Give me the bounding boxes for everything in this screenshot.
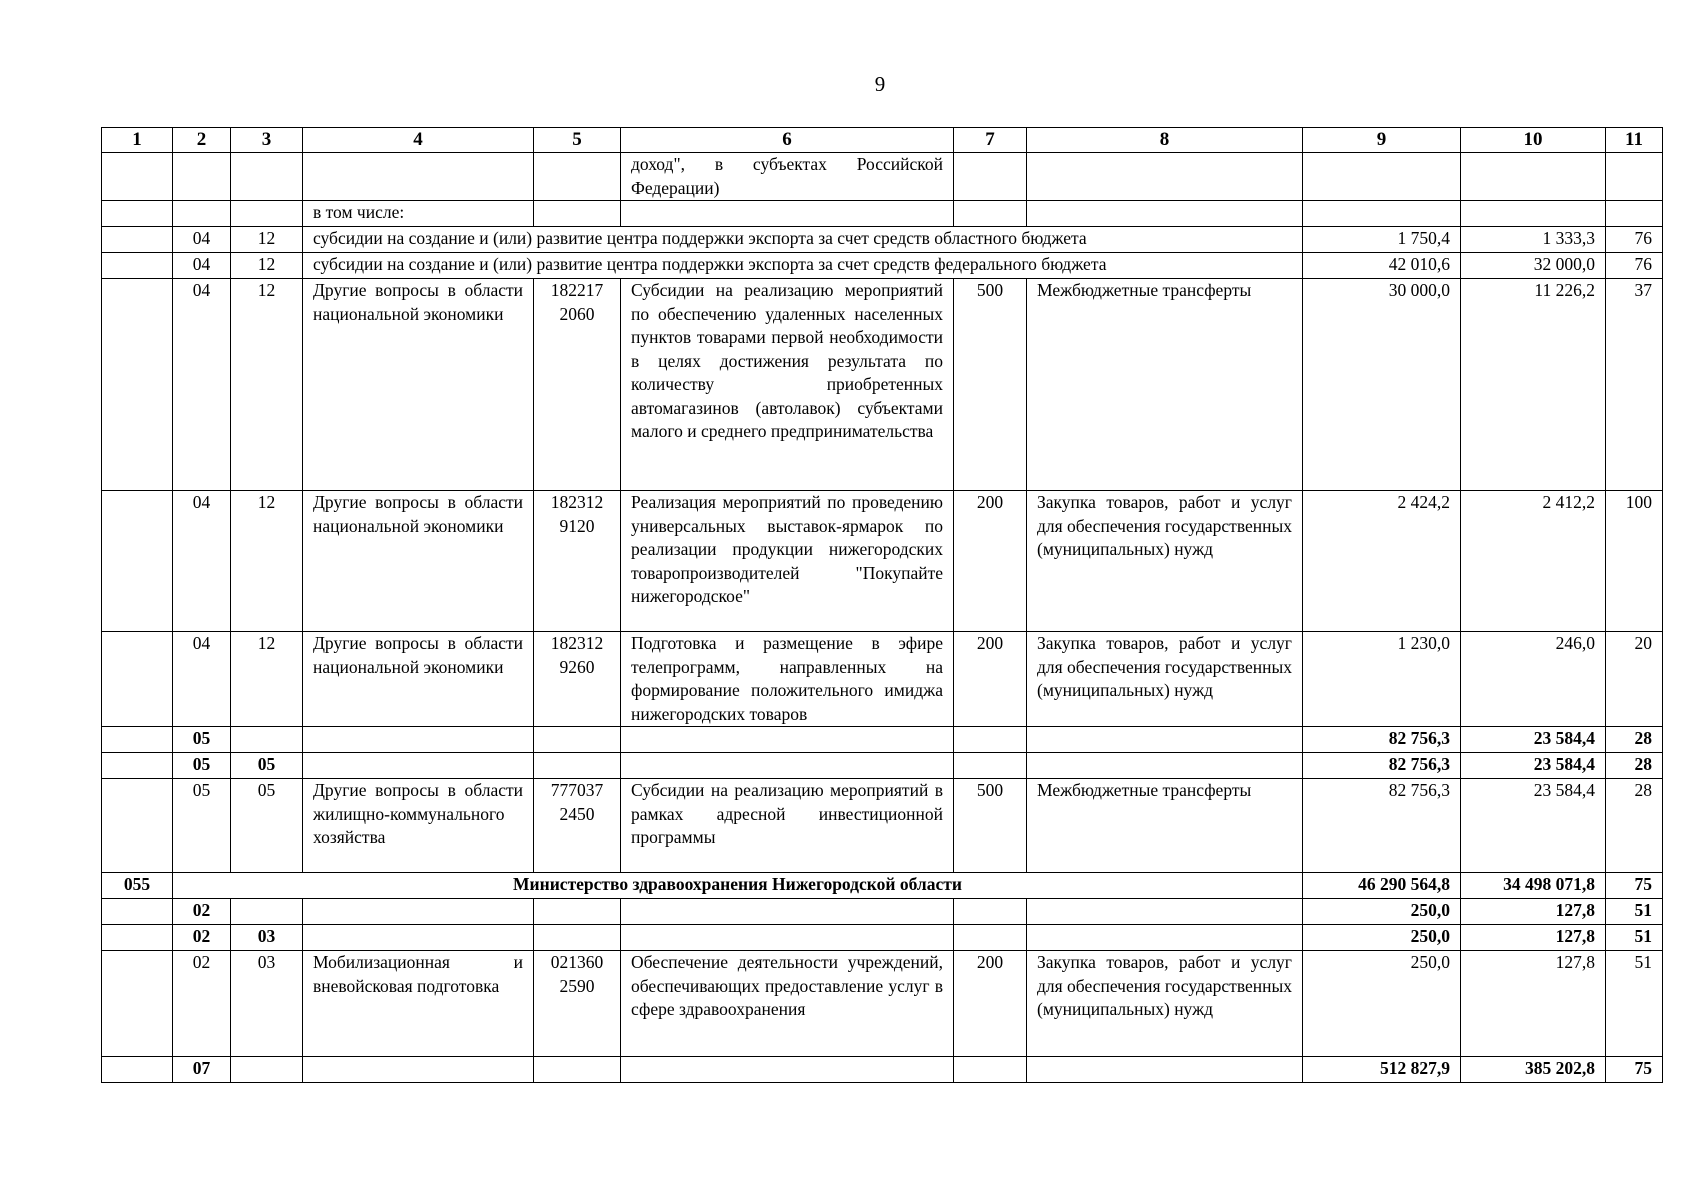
expense-description: Обеспечение деятельности учреждений, обеспечивающих предоставление услуг в сфере здравоохранения — [621, 951, 954, 1057]
section-code: 05 — [173, 727, 231, 753]
column-header: 8 — [1027, 128, 1303, 153]
percent-execution: 51 — [1606, 951, 1663, 1057]
amount-actual: 127,8 — [1461, 951, 1606, 1057]
section-name: Другие вопросы в области национальной экономики — [303, 632, 534, 727]
table-row — [102, 753, 1663, 779]
amount-planned: 46 290 564,8 — [1303, 873, 1461, 899]
table-row — [102, 873, 1663, 899]
amount-actual: 11 226,2 — [1461, 279, 1606, 491]
subsection-code: 05 — [231, 753, 303, 779]
amount-planned: 82 756,3 — [1303, 779, 1461, 873]
expense-type-code: 200 — [954, 491, 1027, 632]
percent-execution: 28 — [1606, 753, 1663, 779]
amount-actual: 1 333,3 — [1461, 227, 1606, 253]
expense-type-name: Межбюджетные трансферты — [1027, 779, 1303, 873]
percent-execution: 28 — [1606, 779, 1663, 873]
table-row — [102, 153, 1663, 201]
percent-execution: 75 — [1606, 1057, 1663, 1083]
expense-description: Субсидии на реализацию мероприятий в рамках адресной инвестиционной программы — [621, 779, 954, 873]
table-row — [102, 227, 1663, 253]
section-name: Другие вопросы в области национальной экономики — [303, 491, 534, 632]
table-row — [102, 727, 1663, 753]
expense-description: субсидии на создание и (или) развитие центра поддержки экспорта за счет средств областного бюджета — [303, 227, 1303, 253]
budget-table — [101, 127, 1663, 1083]
column-header: 11 — [1606, 128, 1663, 153]
amount-planned: 250,0 — [1303, 951, 1461, 1057]
amount-actual: 23 584,4 — [1461, 779, 1606, 873]
table-row — [102, 899, 1663, 925]
subsection-code: 03 — [231, 925, 303, 951]
expense-type-name: Закупка товаров, работ и услуг для обеспечения государственных (муниципальных) нужд — [1027, 951, 1303, 1057]
amount-planned: 250,0 — [1303, 925, 1461, 951]
amount-planned: 512 827,9 — [1303, 1057, 1461, 1083]
subsection-code: 03 — [231, 951, 303, 1057]
percent-execution: 37 — [1606, 279, 1663, 491]
amount-actual: 34 498 071,8 — [1461, 873, 1606, 899]
subsection-code: 12 — [231, 227, 303, 253]
expense-type-name: Закупка товаров, работ и услуг для обеспечения государственных (муниципальных) нужд — [1027, 632, 1303, 727]
subsection-code: 12 — [231, 491, 303, 632]
table-row — [102, 491, 1663, 632]
section-code: 02 — [173, 925, 231, 951]
amount-actual: 32 000,0 — [1461, 253, 1606, 279]
section-code: 02 — [173, 899, 231, 925]
column-header: 6 — [621, 128, 954, 153]
section-code: 04 — [173, 253, 231, 279]
percent-execution: 51 — [1606, 899, 1663, 925]
table-row — [102, 201, 1663, 227]
amount-planned: 250,0 — [1303, 899, 1461, 925]
expense-description: доход", в субъектах Российской Федерации) — [621, 153, 954, 201]
expense-type-code: 500 — [954, 779, 1027, 873]
section-code: 04 — [173, 279, 231, 491]
section-code: 05 — [173, 753, 231, 779]
expense-type-code: 200 — [954, 951, 1027, 1057]
section-name: Мобилизационная и вневойсковая подготовка — [303, 951, 534, 1057]
amount-planned: 30 000,0 — [1303, 279, 1461, 491]
section-label: в том числе: — [303, 201, 534, 227]
amount-planned: 82 756,3 — [1303, 753, 1461, 779]
amount-actual: 23 584,4 — [1461, 727, 1606, 753]
column-header: 10 — [1461, 128, 1606, 153]
section-code: 04 — [173, 227, 231, 253]
ministry-name: Министерство здравоохранения Нижегородской области — [173, 873, 1303, 899]
amount-planned: 1 230,0 — [1303, 632, 1461, 727]
column-header: 2 — [173, 128, 231, 153]
column-header: 1 — [102, 128, 173, 153]
expense-description: Субсидии на реализацию мероприятий по обеспечению удаленных населенных пунктов товарами первой необходимости в целях достижения результата по количеству приобретенных автомагазинов (автолавок) субъектами малого и среднего предпринимательства — [621, 279, 954, 491]
table-row — [102, 925, 1663, 951]
amount-actual: 127,8 — [1461, 925, 1606, 951]
subsection-code: 12 — [231, 632, 303, 727]
section-name: Другие вопросы в области национальной экономики — [303, 279, 534, 491]
percent-execution: 20 — [1606, 632, 1663, 727]
section-name: Другие вопросы в области жилищно-коммунального хозяйства — [303, 779, 534, 873]
target-article-code: 182217 2060 — [534, 279, 621, 491]
column-header: 3 — [231, 128, 303, 153]
percent-execution: 76 — [1606, 227, 1663, 253]
section-code: 05 — [173, 779, 231, 873]
amount-actual: 2 412,2 — [1461, 491, 1606, 632]
expense-description: субсидии на создание и (или) развитие центра поддержки экспорта за счет средств федерального бюджета — [303, 253, 1303, 279]
table-row — [102, 279, 1663, 491]
percent-execution: 100 — [1606, 491, 1663, 632]
amount-actual: 127,8 — [1461, 899, 1606, 925]
ministry-code: 055 — [102, 873, 173, 899]
table-row — [102, 779, 1663, 873]
table-header-row — [102, 128, 1663, 153]
table-row — [102, 253, 1663, 279]
amount-actual: 23 584,4 — [1461, 753, 1606, 779]
percent-execution: 51 — [1606, 925, 1663, 951]
subsection-code: 12 — [231, 253, 303, 279]
subsection-code: 05 — [231, 779, 303, 873]
page-number: 9 — [874, 72, 886, 96]
expense-type-code: 200 — [954, 632, 1027, 727]
table-row — [102, 1057, 1663, 1083]
percent-execution: 76 — [1606, 253, 1663, 279]
amount-actual: 385 202,8 — [1461, 1057, 1606, 1083]
column-header: 9 — [1303, 128, 1461, 153]
expense-description: Реализация мероприятий по проведению универсальных выставок-ярмарок по реализации продукции нижегородских товаропроизводителей "Покупайте нижегородское" — [621, 491, 954, 632]
percent-execution: 75 — [1606, 873, 1663, 899]
table-row — [102, 632, 1663, 727]
target-article-code: 182312 9120 — [534, 491, 621, 632]
column-header: 7 — [954, 128, 1027, 153]
column-header: 5 — [534, 128, 621, 153]
target-article-code: 021360 2590 — [534, 951, 621, 1057]
column-header: 4 — [303, 128, 534, 153]
subsection-code: 12 — [231, 279, 303, 491]
target-article-code: 777037 2450 — [534, 779, 621, 873]
table-row — [102, 951, 1663, 1057]
percent-execution: 28 — [1606, 727, 1663, 753]
expense-type-code: 500 — [954, 279, 1027, 491]
section-code: 04 — [173, 632, 231, 727]
amount-actual: 246,0 — [1461, 632, 1606, 727]
expense-description: Подготовка и размещение в эфире телепрограмм, направленных на формирование положительного имиджа нижегородских товаров — [621, 632, 954, 727]
expense-type-name: Закупка товаров, работ и услуг для обеспечения государственных (муниципальных) нужд — [1027, 491, 1303, 632]
section-code: 07 — [173, 1057, 231, 1083]
amount-planned: 2 424,2 — [1303, 491, 1461, 632]
amount-planned: 82 756,3 — [1303, 727, 1461, 753]
section-code: 04 — [173, 491, 231, 632]
expense-type-name: Межбюджетные трансферты — [1027, 279, 1303, 491]
target-article-code: 182312 9260 — [534, 632, 621, 727]
amount-planned: 1 750,4 — [1303, 227, 1461, 253]
section-code: 02 — [173, 951, 231, 1057]
amount-planned: 42 010,6 — [1303, 253, 1461, 279]
